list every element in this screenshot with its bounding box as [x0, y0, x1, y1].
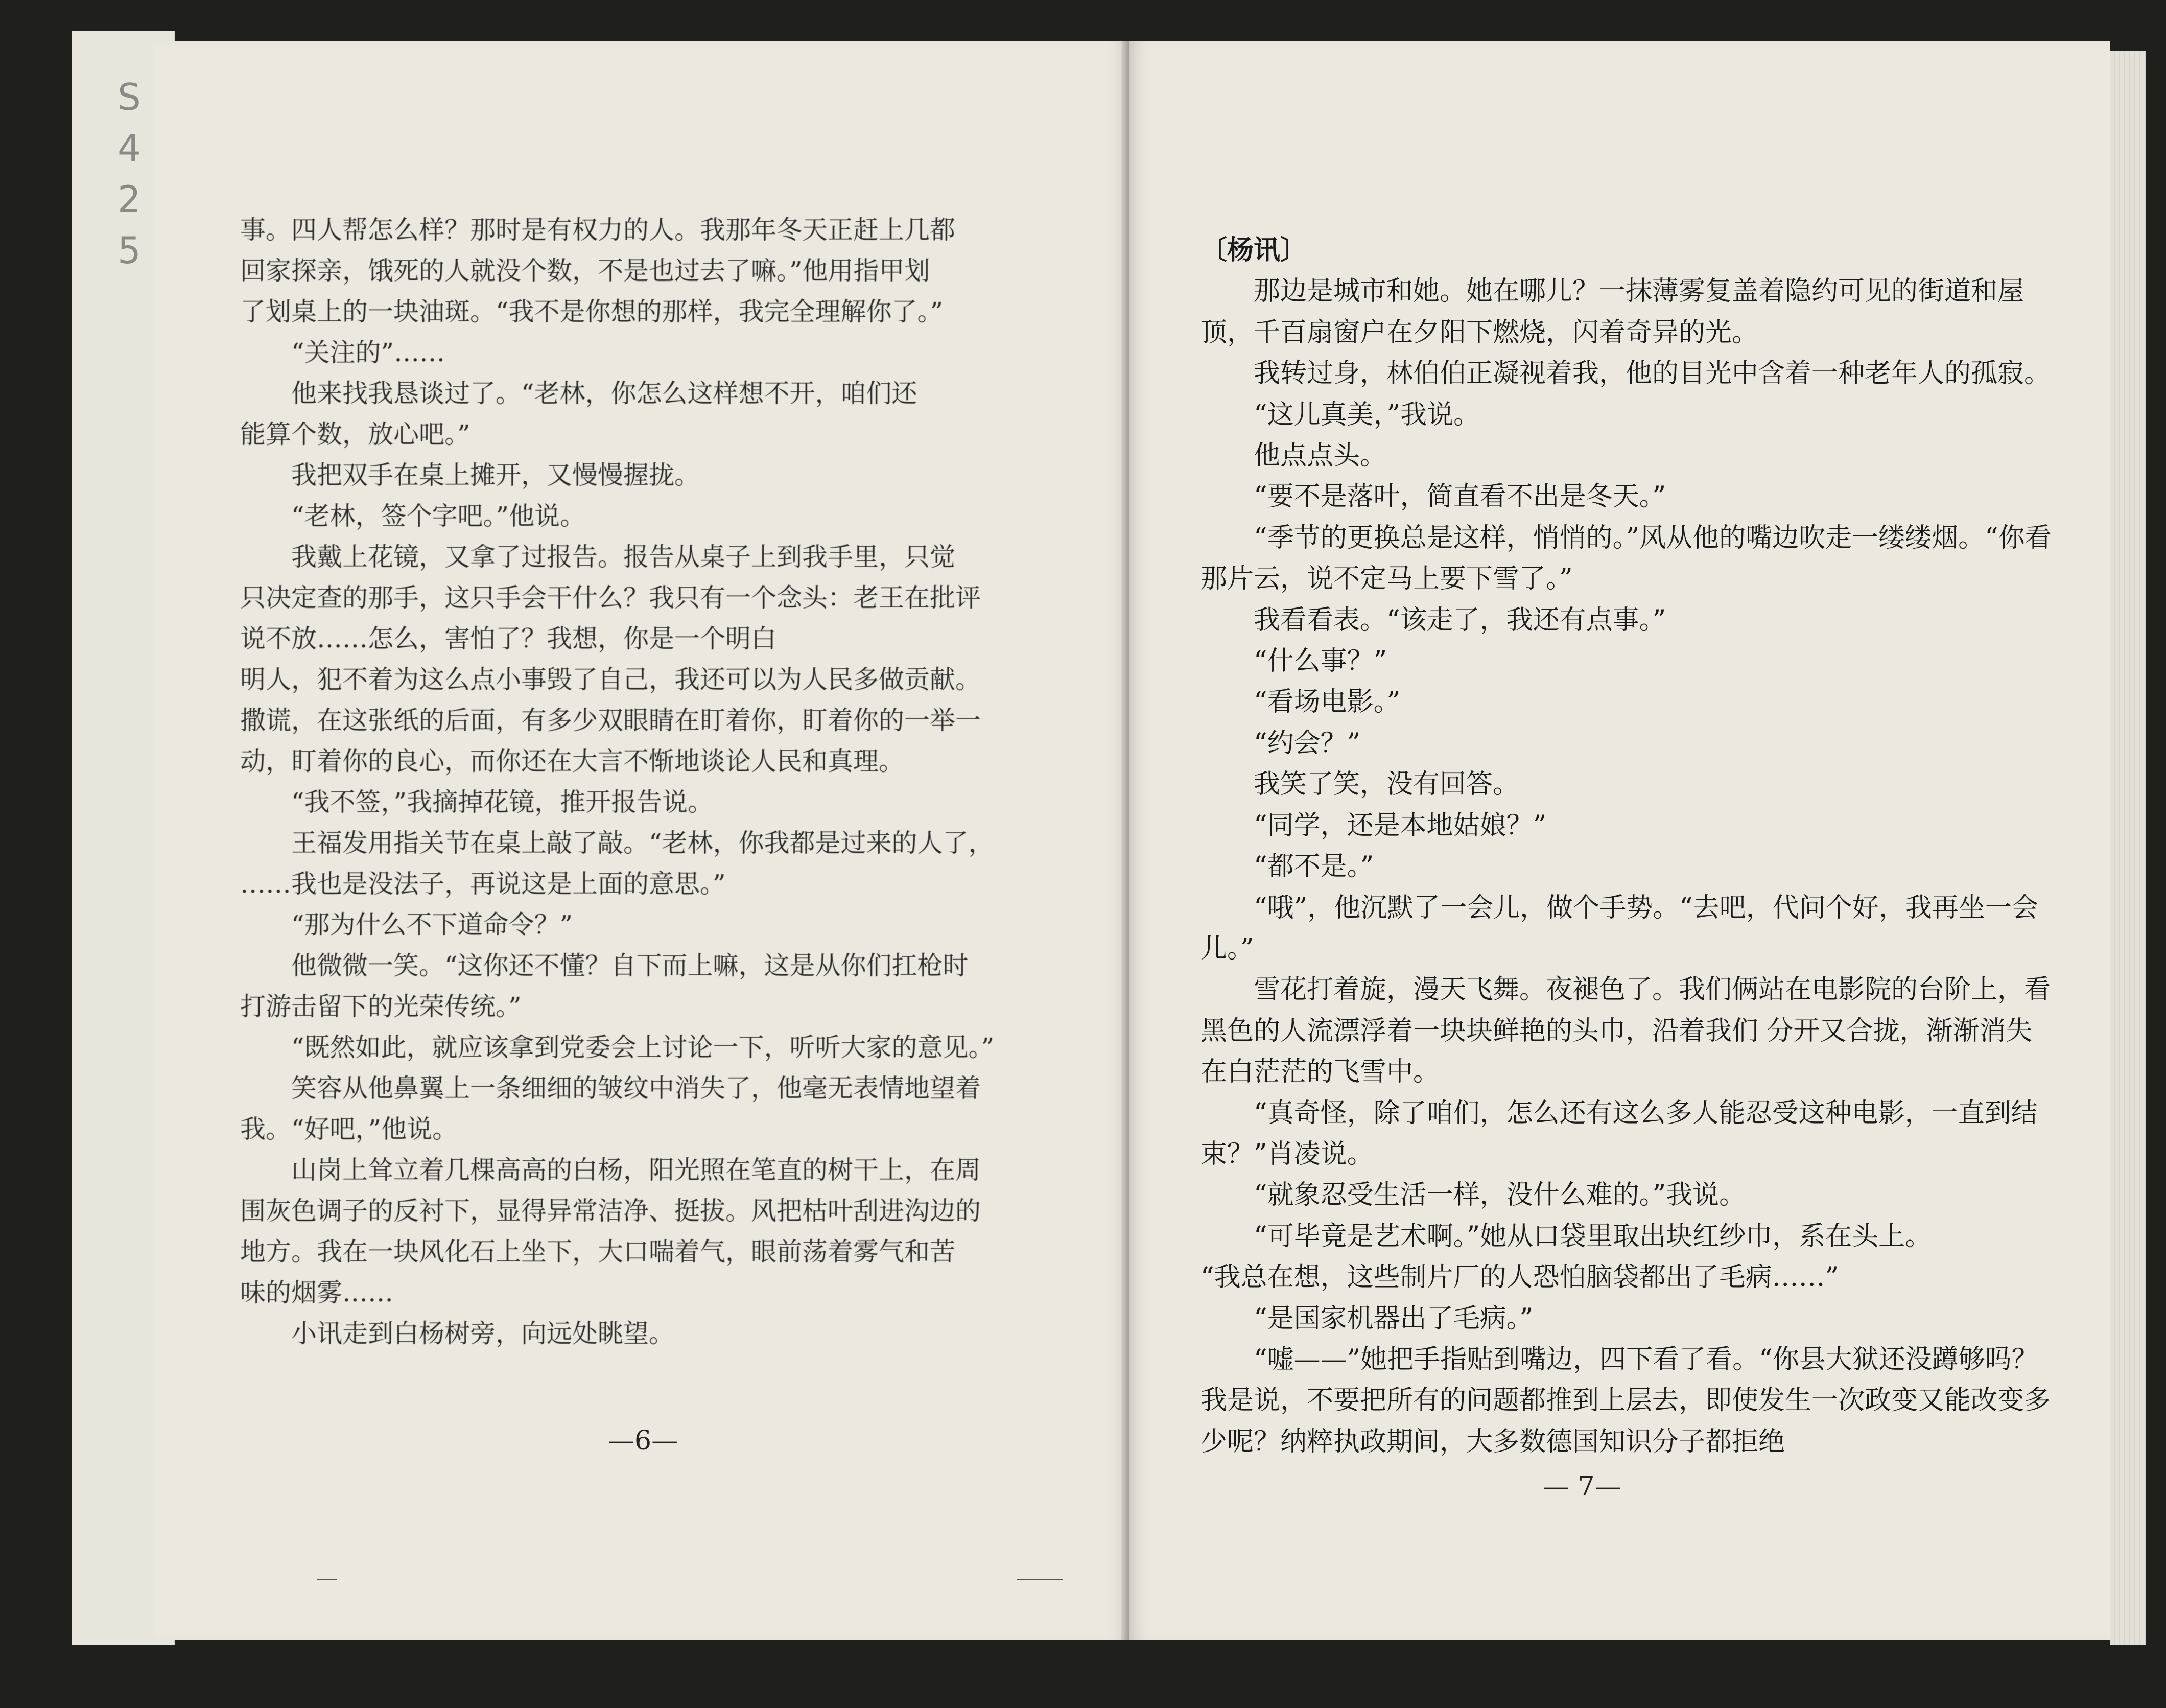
- paragraph: “约会？”: [1254, 728, 1361, 759]
- paragraph: 能算个数，放心吧。”: [240, 419, 470, 449]
- paragraph: 我转过身，林伯伯正凝视着我，他的目光中含着一种老年人的孤寂。: [1254, 358, 2051, 389]
- paragraph: “是国家机器出了毛病。”: [1254, 1303, 1534, 1334]
- paragraph: 明人，犯不着为这么点小事毁了自己，我还可以为人民多做贡献。: [240, 665, 981, 694]
- left-page: [153, 41, 1129, 1640]
- paragraph: 回家探亲，饿死的人就没个数，不是也过去了嘛。”他用指甲划: [240, 256, 930, 286]
- paragraph: 味的烟雾……: [240, 1278, 393, 1307]
- paragraph: 我戴上花镜，又拿了过报告。报告从桌子上到我手里，只觉: [291, 542, 955, 572]
- margin-note: 5: [117, 229, 141, 272]
- paragraph: “真奇怪，除了咱们，怎么还有这么多人能忍受这种电影，一直到结束？”肖凌说。: [1200, 1097, 2038, 1169]
- paragraph: 撒谎，在这张纸的后面，有多少双眼睛在盯着你，盯着你的一举一: [240, 706, 981, 735]
- paragraph: “哦”，他沉默了一会儿，做个手势。“去吧，代问个好，我再坐一会儿。”: [1200, 892, 2038, 964]
- chapter-heading: 〔杨讯〕: [1200, 235, 1307, 266]
- paragraph: 只决定查的那手，这只手会干什么？我只有一个念头：老王在批评: [240, 583, 981, 613]
- page-stack-edge: [2110, 51, 2146, 1645]
- right-page-text: [1200, 230, 2059, 1462]
- paragraph: “关注的”……: [291, 338, 445, 367]
- paragraph: 他来找我恳谈过了。“老林，你怎么这样想不开，咱们还: [291, 379, 917, 408]
- paragraph: “老林，签个字吧。”他说。: [291, 501, 586, 531]
- paragraph: 围灰色调子的反衬下，显得异常洁净、挺拔。风把枯叶刮进沟边的: [240, 1196, 981, 1226]
- paragraph: “同学，还是本地姑娘？”: [1254, 810, 1547, 841]
- paragraph: 我。“好吧，”他说。: [240, 1114, 458, 1144]
- paragraph: “什么事？”: [1254, 646, 1387, 677]
- paragraph: 我把双手在桌上摊开，又慢慢握拢。: [291, 460, 700, 490]
- page-mark: [317, 1579, 337, 1580]
- paragraph: “嘘——”她把手指贴到嘴边，四下看了看。“你县大狱还没蹲够吗？我是说，不要把所有的问题都推到上层去，即使发生一次政变又能改变多少呢？纳粹执政期间，大多数德国知识分子都拒绝: [1200, 1344, 2051, 1457]
- paragraph: “看场电影。”: [1254, 687, 1401, 718]
- paragraph: 我看看表。“该走了，我还有点事。”: [1254, 604, 1666, 636]
- paragraph: 事。四人帮怎么样？那时是有权力的人。我那年冬天正赶上几都: [240, 215, 955, 245]
- right-page: [1129, 41, 2110, 1640]
- paragraph: 那边是城市和她。她在哪儿？一抹薄雾复盖着隐约可见的街道和屋顶，千百扇窗户在夕阳下燃烧，闪着奇异的光。: [1200, 276, 2024, 348]
- paragraph: “我总在想，这些制片厂的人恐怕脑袋都出了毛病……”: [1200, 1262, 1839, 1293]
- paragraph: “要不是落叶，简直看不出是冬天。”: [1254, 481, 1666, 512]
- paragraph: 他微微一笑。“这你还不懂？自下而上嘛，这是从你们扛枪时: [291, 951, 969, 980]
- paragraph: 打游击留下的光荣传统。”: [240, 992, 522, 1021]
- paragraph: 动，盯着你的良心，而你还在大言不惭地谈论人民和真理。: [240, 746, 904, 776]
- paragraph: 我笑了笑，没有回答。: [1254, 769, 1520, 800]
- paragraph: “就象忍受生活一样，没什么难的。”我说。: [1254, 1180, 1746, 1211]
- margin-note: 2: [117, 178, 141, 221]
- paragraph: 小讯走到白杨树旁，向远处眺望。: [291, 1319, 674, 1348]
- paragraph: 山岗上耸立着几棵高高的白杨，阳光照在笔直的树干上，在周: [291, 1155, 981, 1185]
- paragraph: 地方。我在一块风化石上坐下，大口喘着气，眼前荡着雾气和苦: [240, 1237, 955, 1267]
- margin-note: S: [117, 76, 141, 119]
- paragraph: “这儿真美，”我说。: [1254, 399, 1480, 430]
- paragraph: “那为什么不下道命令？”: [291, 910, 573, 940]
- page-number: — 7—: [1543, 1471, 1621, 1502]
- paragraph: ……我也是没法子，再说这是上面的意思。”: [240, 869, 726, 899]
- paragraph: 他点点头。: [1254, 440, 1387, 472]
- page-mark: [1017, 1579, 1063, 1580]
- paragraph: 说不放……怎么，害怕了？我想，你是一个明白: [240, 624, 776, 653]
- paragraph: “都不是。”: [1254, 851, 1374, 882]
- paragraph: “季节的更换总是这样，悄悄的。”风从他的嘴边吹走一缕缕烟。“你看那片云，说不定马上要下雪了。”: [1200, 522, 2052, 595]
- margin-note: 4: [117, 127, 141, 170]
- paragraph: “既然如此，就应该拿到党委会上讨论一下，听听大家的意见。”: [291, 1033, 995, 1062]
- margin-pencil-notes: [117, 72, 158, 276]
- paragraph: 雪花打着旋，漫天飞舞。夜褪色了。我们俩站在电影院的台阶上，看黑色的人流漂浮着一块块鲜艳的头巾，沿着我们 分开又合拢，渐渐消失在白茫茫的飞雪中。: [1200, 974, 2051, 1088]
- paragraph: “我不签，”我摘掉花镜，推开报告说。: [291, 787, 714, 817]
- paragraph: 王福发用指关节在桌上敲了敲。“老林，你我都是过来的人了，: [291, 828, 994, 858]
- paragraph: 了划桌上的一块油斑。“我不是你想的那样，我完全理解你了。”: [240, 297, 944, 326]
- page-number: —6—: [608, 1425, 678, 1456]
- left-page-text: [240, 209, 1068, 1354]
- paragraph: 笑容从他鼻翼上一条细细的皱纹中消失了，他毫无表情地望着: [291, 1073, 981, 1103]
- paragraph: “可毕竟是艺术啊。”她从口袋里取出块红纱巾，系在头上。: [1254, 1221, 1932, 1252]
